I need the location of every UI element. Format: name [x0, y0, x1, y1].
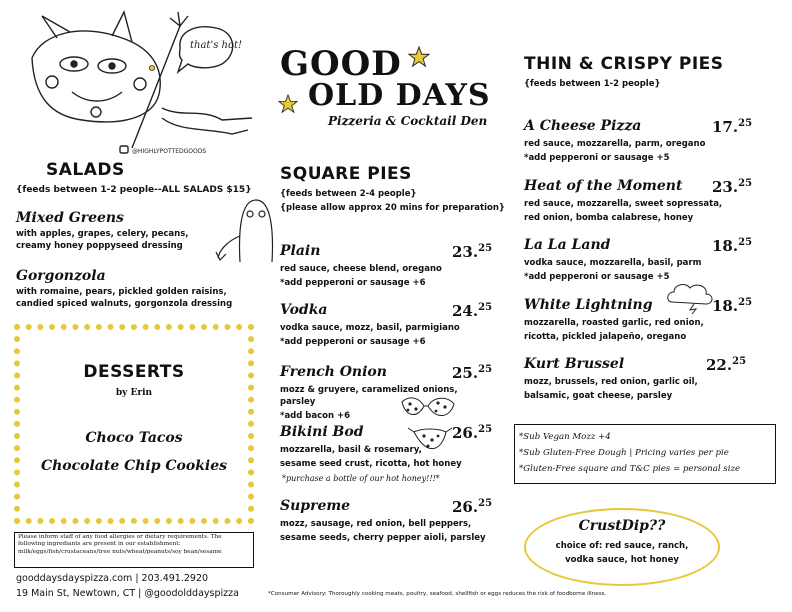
item-desc: vodka sauce, mozzarella, basil, parm [524, 258, 702, 268]
salads-title: SALADS [46, 160, 125, 180]
salad-desc: with apples, grapes, celery, pecans, [16, 229, 189, 239]
salad-item [16, 268, 266, 310]
item-name: White Lightning [524, 297, 653, 313]
item-desc: mozzarella, basil & rosemary, [280, 445, 422, 455]
menu-item [280, 302, 492, 348]
thin-pies-title: THIN & CRISPY PIES [524, 54, 724, 74]
menu-item [524, 297, 756, 343]
illustration [12, 8, 264, 156]
item-desc: sesame seed crust, ricotta, hot honey [280, 459, 462, 469]
desserts-title: DESSERTS [83, 362, 185, 382]
item-desc: balsamic, goat cheese, parsley [524, 391, 673, 401]
substitution-line: *Gluten-Free square and T&C pies = personal size [519, 464, 741, 474]
item-desc: red sauce, cheese blend, oregano [280, 264, 442, 274]
desserts-by: by Erin [115, 388, 153, 398]
item-desc: red sauce, mozzarella, sweet sopressata, [524, 199, 723, 209]
item-desc: mozz & gruyere, caramelized onions, parsley [280, 385, 458, 407]
crustdip-oval [524, 508, 720, 586]
allergy-text: Please inform staff of any food allergies or dietary requirements. The following ingrediants are present in our establishment: milk/eggs/fish/crustaceans/tree nuts/wheat/peanuts/soy bean/sesame [18, 534, 222, 555]
item-desc: vodka sauce, mozz, basil, parmigiano [280, 323, 460, 333]
item-price: 18.25 [712, 297, 753, 315]
crustdip-title: CrustDip?? [578, 518, 666, 534]
salad-name: Gorgonzola [16, 268, 106, 284]
substitution-line: *Sub Vegan Mozz +4 [519, 432, 611, 442]
square-pies-sub: {feeds between 2-4 people} [280, 189, 417, 199]
menu-item [524, 356, 756, 402]
footer-address-line: 19 Main St, Newtown, CT | @goodolddayspizza [16, 588, 239, 599]
item-name: Bikini Bod [280, 424, 364, 440]
item-desc: mozzarella, roasted garlic, red onion, [524, 318, 704, 328]
item-price: 18.25 [712, 237, 753, 255]
item-desc: sesame seeds, cherry pepper aioli, parsley [280, 533, 486, 543]
salad-desc: with romaine, pears, pickled golden raisins, [16, 287, 227, 297]
item-desc: *add bacon +6 [280, 411, 351, 421]
consumer-advisory: *Consumer Advisory: Thoroughly cooking meats, poultry, seafood, shellfish or eggs reduces the risk of foodborne illness. [268, 591, 607, 597]
ghost-doodle [212, 196, 284, 264]
item-desc: mozz, sausage, red onion, bell peppers, [280, 519, 472, 529]
item-desc: *add pepperoni or sausage +5 [524, 153, 670, 163]
speech-text: that's hot! [190, 40, 242, 51]
brand-line-1: GOOD [280, 44, 402, 84]
illustrator-handle: @HIGHLYPOTTEDGOODS [132, 148, 207, 155]
item-price: 23.25 [452, 243, 493, 261]
item-desc: ricotta, pickled jalapeño, oregano [524, 332, 687, 342]
item-price: 26.25 [452, 424, 493, 442]
item-price: 25.25 [452, 364, 493, 382]
item-desc: red sauce, mozzarella, parm, oregano [524, 139, 706, 149]
square-pies-sub: {please allow approx 20 mins for preparation} [280, 203, 505, 213]
brand-subtitle: Pizzeria & Cocktail Den [328, 114, 488, 128]
cheesy-devil-drawing [12, 8, 264, 156]
menu-item [524, 178, 756, 224]
desserts-box [14, 324, 254, 524]
crustdip-line: choice of: red sauce, ranch, [555, 541, 689, 551]
allergy-notice [14, 532, 254, 568]
salads-subtitle: {feeds between 1-2 people--ALL SALADS $15} [16, 185, 252, 195]
brand-line-2: OLD DAYS [308, 78, 491, 113]
footer-contact-line: gooddaysdayspizza.com | 203.491.2920 [16, 573, 209, 584]
crustdip-line: vodka sauce, hot honey [565, 555, 679, 565]
item-price: 22.25 [706, 356, 747, 374]
item-desc: *add pepperoni or sausage +5 [524, 272, 670, 282]
salad-name: Mixed Greens [16, 210, 124, 226]
item-name: Plain [280, 243, 321, 259]
menu-item [524, 118, 756, 164]
menu-item [280, 364, 492, 422]
item-name: Vodka [280, 302, 328, 318]
item-price: 17.25 [712, 118, 753, 136]
brand-logo [278, 40, 518, 136]
salad-desc: candied spiced walnuts, gorgonzola dressing [16, 299, 233, 309]
menu-item [280, 498, 492, 544]
item-name: Kurt Brussel [524, 356, 625, 372]
item-name: La La Land [524, 237, 611, 253]
dessert-item: Chocolate Chip Cookies [40, 458, 228, 474]
star-icon [278, 94, 298, 114]
item-name: Supreme [280, 498, 351, 514]
substitution-line: *Sub Gluten-Free Dough | Pricing varies per pie [519, 448, 729, 458]
item-desc: *add pepperoni or sausage +6 [280, 278, 426, 288]
menu-item [524, 237, 756, 283]
item-note: *purchase a bottle of our hot honey!!!* [282, 474, 440, 483]
dessert-item: Choco Tacos [85, 430, 183, 446]
menu-item [280, 243, 492, 289]
item-price: 24.25 [452, 302, 493, 320]
item-name: Heat of the Moment [524, 178, 683, 194]
item-name: A Cheese Pizza [524, 118, 642, 134]
item-desc: mozz, brussels, red onion, garlic oil, [524, 377, 698, 387]
thin-pies-sub: {feeds between 1-2 people} [524, 79, 661, 89]
square-pies-title: SQUARE PIES [280, 164, 412, 184]
star-icon [408, 46, 430, 68]
salad-desc: creamy honey poppyseed dressing [16, 241, 183, 251]
item-desc: red onion, bomba calabrese, honey [524, 213, 694, 223]
item-desc: *add pepperoni or sausage +6 [280, 337, 426, 347]
item-name: French Onion [280, 364, 387, 380]
item-price: 23.25 [712, 178, 753, 196]
item-price: 26.25 [452, 498, 493, 516]
menu-item [280, 424, 492, 483]
substitutions-box [514, 424, 776, 484]
